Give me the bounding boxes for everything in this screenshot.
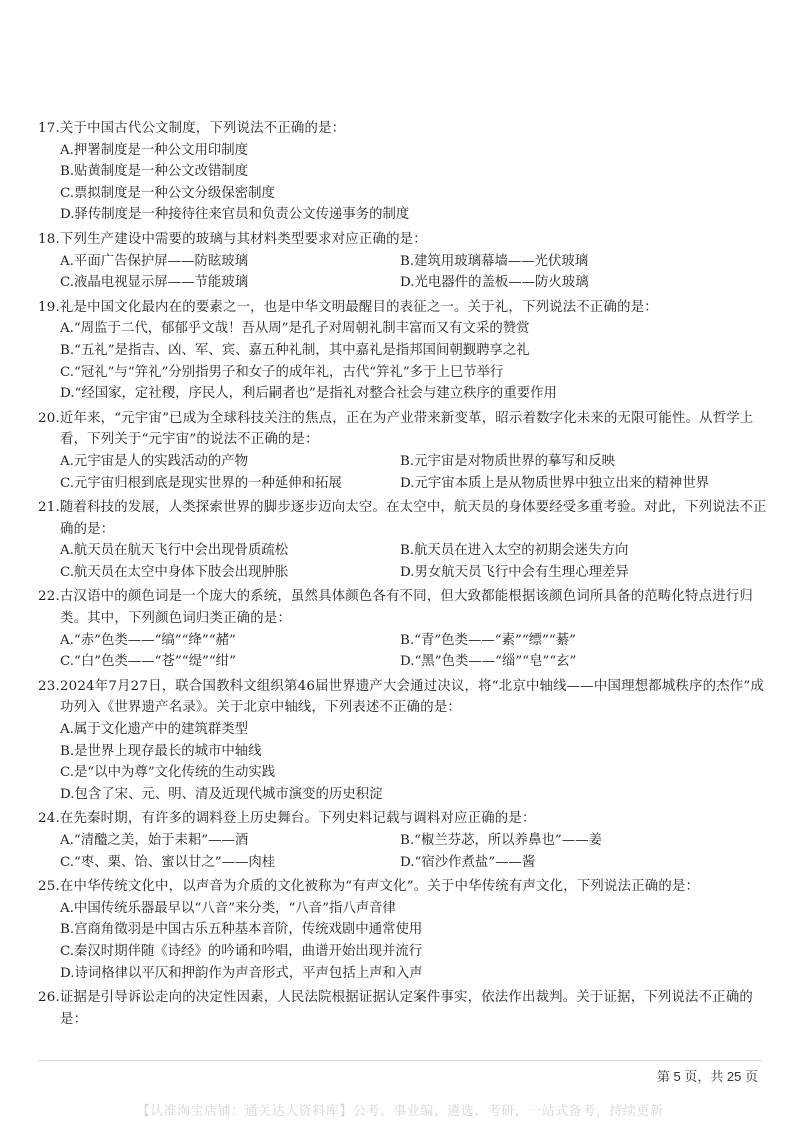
options-group bbox=[38, 630, 768, 673]
question-block bbox=[38, 676, 768, 806]
question-list bbox=[38, 118, 768, 1033]
watermark-text: 【认准淘宝店铺：通关达人资料库】公考、事业编、遴选、考研，一站式备考，持续更新 bbox=[136, 1104, 664, 1119]
question-stem: 22.古汉语中的颜色词是一个庞大的系统，虽然具体颜色各有不同，但大致都能根据该颜色词所具备的范畴化特点进行归类。其中，下列颜色词归类正确的是： bbox=[38, 589, 754, 627]
options-group bbox=[38, 540, 768, 583]
options-group bbox=[38, 830, 768, 873]
answer-option: D.“宿沙作煮盐”——酱 bbox=[400, 854, 536, 870]
answer-option: D.包含了宋、元、明、清及近现代城市演变的历史积淀 bbox=[60, 786, 383, 802]
answer-option: A.中国传统乐器最早以“八音”来分类，“八音”指八声音律 bbox=[60, 900, 396, 916]
footer-divider bbox=[38, 1060, 762, 1061]
answer-option: C.是“以中为尊”文化传统的生动实践 bbox=[60, 765, 276, 781]
question-block bbox=[38, 808, 768, 873]
answer-option: D.元宇宙本质上是从物质世界中独立出来的精神世界 bbox=[400, 475, 710, 491]
answer-option: C.航天员在太空中身体下肢会出现肿胀 bbox=[60, 564, 289, 580]
question-stem: 21.随着科技的发展，人类探索世界的脚步逐步迈向太空。在太空中，航天员的身体要经受多重考验。对此，下列说法不正确的是： bbox=[38, 500, 767, 537]
answer-option: C.“白”色类——“苍”“缇”“绀” bbox=[60, 654, 236, 670]
question-block bbox=[38, 497, 768, 583]
answer-option: C.“枣、栗、饴、蜜以甘之”——肉桂 bbox=[60, 854, 276, 870]
answer-option: A.“周监于二代，郁郁乎文哉！吾从周”是孔子对周朝礼制丰富而又有文采的赞赏 bbox=[60, 321, 530, 337]
answer-option: B.“椒兰芬苾，所以养鼻也”——姜 bbox=[400, 833, 602, 848]
question-stem: 20.近年来，“元宇宙”已成为全球科技关注的焦点，正在为产业带来新变革，昭示着数字化未来的无限可能性。从哲学上看，下列关于“元宇宙”的说法不正确的是： bbox=[38, 410, 754, 448]
answer-option: B.贴黄制度是一种公文改错制度 bbox=[60, 164, 249, 180]
question-stem: 25.在中华传统文化中，以声音为介质的文化被称为“有声文化”。关于中华传统有声文化，下列说法正确的是： bbox=[38, 879, 700, 895]
answer-option: D.驿传制度是一种接待往来官员和负责公文传递事务的制度 bbox=[60, 207, 410, 223]
answer-option: C.液晶电视显示屏——节能玻璃 bbox=[60, 275, 249, 291]
question-block bbox=[38, 876, 768, 984]
answer-option: D.“黑”色类——“缁”“皂”“玄” bbox=[400, 654, 577, 670]
answer-option: A.“清醠之美，始于耒耜”——酒 bbox=[60, 833, 249, 848]
answer-option: D.“经国家，定社稷，序民人，利后嗣者也”是指礼对整合社会与建立秩序的重要作用 bbox=[60, 386, 557, 402]
options-group bbox=[38, 719, 768, 805]
answer-option: A.“赤”色类——“缟”“绛”“赭” bbox=[60, 632, 236, 648]
answer-option: A.平面广告保护屏——防眩玻璃 bbox=[60, 253, 249, 269]
question-stem: 17.关于中国古代公文制度，下列说法不正确的是： bbox=[38, 121, 346, 136]
answer-option: D.光电器件的盖板——防火玻璃 bbox=[400, 275, 589, 291]
options-group bbox=[38, 451, 768, 494]
options-group bbox=[38, 898, 768, 984]
answer-option: B.航天员在进入太空的初期会迷失方向 bbox=[400, 543, 629, 559]
answer-option: D.诗词格律以平仄和押韵作为声音形式，平声包括上声和入声 bbox=[60, 965, 423, 981]
answer-option: B.宫商角徵羽是中国古乐五种基本音阶，传统戏剧中通常使用 bbox=[60, 922, 423, 938]
question-block bbox=[38, 987, 768, 1030]
question-block bbox=[38, 297, 768, 405]
question-block bbox=[38, 118, 768, 226]
answer-option: B.是世界上现存最长的城市中轴线 bbox=[60, 743, 262, 759]
answer-option: C.“冠礼”与“笄礼”分别指男子和女子的成年礼，古代“笄礼”多于上巳节举行 bbox=[60, 364, 504, 380]
question-block bbox=[38, 229, 768, 294]
question-block bbox=[38, 408, 768, 494]
answer-option: A.押署制度是一种公文用印制度 bbox=[60, 142, 249, 158]
options-group bbox=[38, 318, 768, 404]
answer-option: C.票拟制度是一种公文分级保密制度 bbox=[60, 185, 275, 201]
question-stem: 23.2024年7月27日，联合国教科文组织第46届世界遗产大会通过决议，将“北京中轴线——中国理想都城秩序的杰作”成功列入《世界遗产名录》。关于北京中轴线，下列表述不正确的是： bbox=[38, 678, 765, 716]
answer-option: C.元宇宙归根到底是现实世界的一种延伸和拓展 bbox=[60, 475, 342, 491]
answer-option: B.元宇宙是对物质世界的摹写和反映 bbox=[400, 453, 615, 469]
answer-option: C.秦汉时期伴随《诗经》的吟诵和吟唱，曲谱开始出现并流行 bbox=[60, 943, 423, 959]
answer-option: A.航天员在航天飞行中会出现骨质疏松 bbox=[60, 543, 289, 559]
question-block bbox=[38, 586, 768, 672]
answer-option: B.“五礼”是指吉、凶、军、宾、嘉五种礼制，其中嘉礼是指邦国间朝觐聘享之礼 bbox=[60, 342, 530, 358]
answer-option: A.属于文化遗产中的建筑群类型 bbox=[60, 722, 249, 738]
options-group bbox=[38, 251, 768, 294]
question-stem: 19.礼是中国文化最内在的要素之一，也是中华文明最醒目的表征之一。关于礼，下列说法不正确的是： bbox=[38, 299, 658, 315]
question-stem: 24.在先秦时期，有许多的调料登上历史舞台。下列史料记载与调料对应正确的是： bbox=[38, 811, 536, 827]
question-stem: 26.证据是引导诉讼走向的决定性因素，人民法院根据证据认定案件事实，依法作出裁判。关于证据，下列说法不正确的是： bbox=[38, 990, 754, 1027]
options-group bbox=[38, 140, 768, 226]
answer-option: B.建筑用玻璃幕墙——光伏玻璃 bbox=[400, 253, 589, 269]
answer-option: B.“青”色类——“素”“缥”“綦” bbox=[400, 632, 576, 648]
answer-option: A.元宇宙是人的实践活动的产物 bbox=[60, 453, 249, 469]
page-number: 第 5 页，共 25 页 bbox=[656, 1069, 758, 1084]
question-stem: 18.下列生产建设中需要的玻璃与其材料类型要求对应正确的是： bbox=[38, 231, 427, 247]
answer-option: D.男女航天员飞行中会有生理心理差异 bbox=[400, 564, 629, 580]
